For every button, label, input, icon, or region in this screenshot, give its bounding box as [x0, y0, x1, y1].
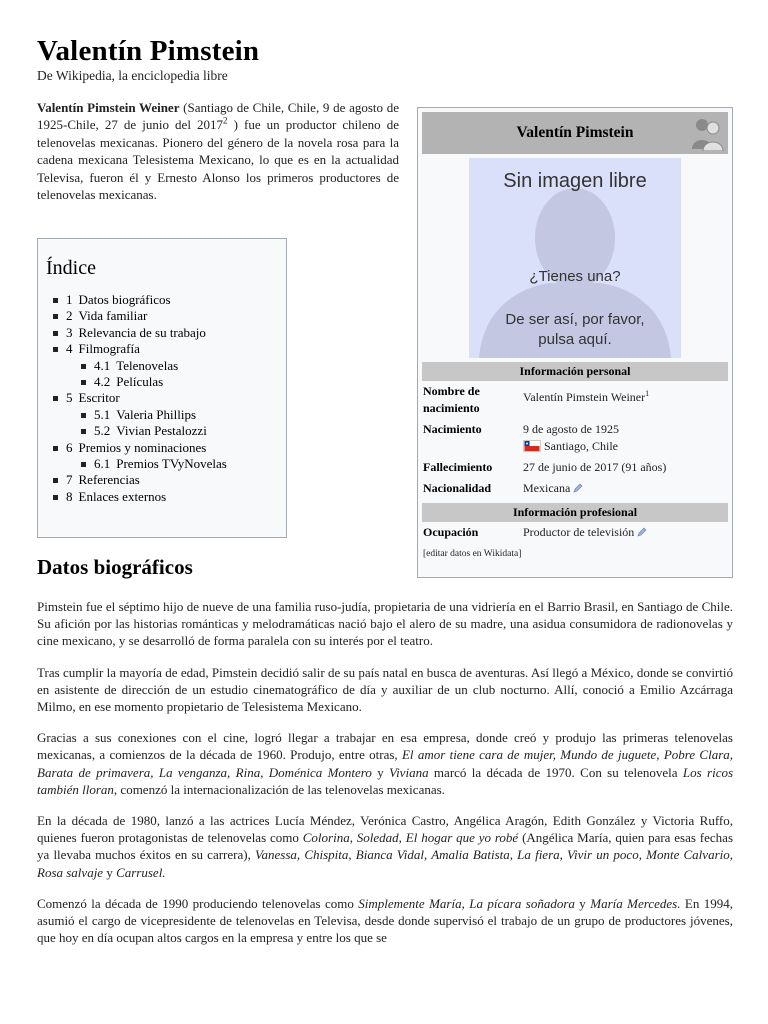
toc-item[interactable]: [94, 374, 278, 390]
toc-item[interactable]: [94, 456, 278, 472]
infobox-title: Valentín Pimstein: [516, 124, 634, 141]
birth-name-value: Valentín Pimstein Weiner: [523, 390, 646, 404]
text-run: Gracias a sus conexiones con el cine, logró llegar a trabajar en esa empresa, donde creó y produjo las primeras telenovelas mexicanas, a comienzos de la década de 1960. Produjo, entre otras,: [37, 730, 733, 763]
reference-link[interactable]: 2: [223, 116, 228, 127]
toc-number: 7: [66, 472, 73, 488]
toc-label: Telenovelas: [116, 357, 179, 373]
subject-name: Valentín Pimstein Weiner: [37, 100, 180, 115]
no-image-prompt: [469, 310, 681, 350]
toc-number: 2: [66, 308, 73, 324]
toc-number: 5: [66, 390, 73, 406]
birth-place-line: [523, 438, 728, 455]
infobox-header: [422, 112, 728, 154]
toc-number: 5.1: [94, 406, 111, 422]
toc-label: Escritor: [78, 390, 120, 406]
text-run: y: [574, 895, 591, 911]
text-run: marcó la década de 1970. Con su telenovela: [428, 764, 683, 780]
toc-list: [46, 292, 278, 505]
toc-item[interactable]: [66, 341, 278, 390]
toc-label: Enlaces externos: [78, 488, 167, 504]
toc-item[interactable]: [66, 292, 278, 308]
telenovela-title: María Mercedes.: [590, 895, 681, 911]
toc-sublist: [66, 358, 278, 391]
toc-item[interactable]: [94, 358, 278, 374]
occupation-value: Productor de televisión: [523, 525, 635, 539]
intro-text-b: ) fue un productor chileno de telenovelas mexicanas. Pionero del género de la novela rosa para la cadena mexicana Telesistema Mexicano, lo que es en la actualidad Televisa, fueron él y Ernesto Alonso los primeros productores de telenovelas mexicanas.: [37, 117, 399, 203]
paragraph-2: Tras cumplir la mayoría de edad, Pimstein decidió salir de su país natal en busca de aventuras. Así llegó a México, donde se convirtió en asistente de dirección de un estudio cinematográfico de día y auxiliar de un club nocturno. Allí, conoció a Emilio Azcárraga Milmo, en ese momento propietario de Telesistema Mexicano.: [37, 664, 733, 715]
toc-label: Datos biográficos: [78, 292, 171, 307]
toc-item[interactable]: [66, 489, 278, 505]
toc-number: 4.1: [94, 357, 111, 373]
toc-sublist: [66, 456, 278, 472]
toc-item[interactable]: [66, 308, 278, 324]
row-occupation: [422, 522, 728, 543]
no-image-line-2: pulsa aquí.: [538, 331, 612, 348]
toc-number: 3: [66, 324, 73, 340]
telenovela-titles: Vanessa, Chispita, Bianca Vidal, Amalia Batista, La fiera, Vivir un poco, Monte Calvario, Rosa salvaje: [37, 847, 733, 880]
toc-label: Filmografía: [78, 341, 140, 357]
section-professional-info: Información profesional: [422, 503, 728, 522]
edit-pencil-icon[interactable]: [637, 527, 647, 537]
toc-number: 4.2: [94, 374, 111, 390]
toc-number: 6: [66, 439, 73, 455]
infobox: [417, 107, 733, 578]
row-nationality: [422, 478, 728, 499]
people-icon: [690, 115, 724, 151]
death-label: Fallecimiento: [423, 460, 493, 474]
toc-label: Premios TVyNovelas: [116, 456, 227, 472]
birth-date: 9 de agosto de 1925: [523, 422, 619, 436]
birth-name-ref[interactable]: 1: [645, 389, 650, 398]
birth-label: Nacimiento: [423, 422, 482, 436]
text-run: y: [103, 864, 117, 880]
paragraph-5: [37, 895, 733, 947]
toc-label: Películas: [116, 374, 164, 390]
intro-paragraph: [37, 99, 399, 203]
telenovela-title: Carrusel.: [116, 864, 166, 880]
telenovela-titles: Simplemente María, La pícara soñadora: [358, 895, 575, 911]
no-image-question: ¿Tienes una?: [529, 268, 621, 285]
edit-wikidata-link[interactable]: [editar datos en Wikidata]: [423, 549, 522, 559]
article-body: [37, 598, 733, 960]
page-title: Valentín Pimstein: [37, 35, 260, 67]
paragraph-3: [37, 729, 733, 798]
table-of-contents: [37, 238, 287, 538]
page-subtitle: De Wikipedia, la enciclopedia libre: [37, 68, 228, 83]
birth-name-label: Nombre de nacimiento: [423, 384, 480, 415]
telenovela-title: Viviana: [389, 764, 429, 780]
paragraph-1: Pimstein fue el séptimo hijo de nueve de una familia ruso-judía, propietaria de una vidriería en el Barrio Brasil, en Santiago de Chile. Su afición por las historias románticas y melodramáticas nació bajo el alero de su madre, una asidua consumidora de radionovelas y cine mexicano, y se desarrolló de forma paralela con su interés por el teatro.: [37, 599, 733, 649]
section-personal-info: Información personal: [422, 362, 728, 381]
text-run: , comenzó la internacionalización de las telenovelas mexicanas.: [113, 781, 445, 797]
intro-text-a: (Santiago de Chile, Chile, 9 de agosto de 1925-Chile, 27 de junio del 2017: [37, 100, 399, 133]
toc-label: Valeria Phillips: [116, 406, 197, 422]
text-run: En la década de 1980, lanzó a las actrices Lucía Méndez, Verónica Castro, Angélica Aragón, Edith González y Victoria Ruffo, quienes fueron protagonistas de telenovelas como: [37, 813, 733, 846]
telenovela-title: Los ricos también lloran: [37, 764, 734, 797]
toc-number: 5.2: [94, 423, 111, 439]
toc-number: 1: [66, 292, 73, 307]
toc-item[interactable]: [66, 325, 278, 341]
telenovela-titles: Colorina, Soledad, El hogar que yo robé: [302, 830, 519, 846]
nationality-cell: [523, 478, 728, 499]
death-value: 27 de junio de 2017 (91 años): [523, 460, 667, 474]
toc-label: Premios y nominaciones: [78, 439, 207, 455]
toc-label: Referencias: [78, 472, 140, 488]
toc-item[interactable]: [94, 407, 278, 423]
toc-item[interactable]: [66, 440, 278, 473]
toc-item[interactable]: [66, 390, 278, 439]
toc-item[interactable]: [66, 472, 278, 488]
chile-flag-icon: [523, 440, 541, 452]
row-death: [422, 457, 728, 478]
birth-place-link[interactable]: Santiago, Chile: [544, 439, 618, 453]
occupation-label: Ocupación: [423, 525, 479, 539]
occupation-cell: [523, 522, 728, 543]
row-birth-name: [422, 381, 728, 419]
toc-label: Vida familiar: [78, 308, 148, 324]
toc-sublist: [66, 407, 278, 440]
telenovela-titles: El amor tiene cara de mujer, Mundo de juguete, Pobre Clara, Barata de primavera, La venganza, Rina, Doménica Montero: [37, 747, 733, 780]
text-run: En 1994, asumió el cargo de vicepresidente de telenovelas en Televisa, desde donde supervisó el trabajo de un grupo de productores jóvenes, que hoy en día ocupan altos cargos en la empresa y entre los que se: [37, 895, 733, 946]
toc-label: Relevancia de su trabajo: [78, 324, 206, 340]
toc-item[interactable]: [94, 423, 278, 439]
no-image-line-1: De ser así, por favor,: [505, 311, 645, 328]
text-run: Comenzó la década de 1990 produciendo telenovelas como: [37, 895, 359, 911]
row-birth: [422, 419, 728, 457]
toc-number: 8: [66, 488, 73, 504]
paragraph-4: [37, 812, 733, 881]
toc-number: 6.1: [94, 456, 111, 472]
toc-title: Índice: [46, 257, 96, 279]
nationality-value: Mexicana: [523, 481, 571, 495]
text-run: y: [371, 764, 390, 780]
toc-number: 4: [66, 341, 73, 357]
section-heading-biography: Datos biográficos: [37, 555, 193, 579]
no-image-placeholder[interactable]: [469, 158, 681, 358]
no-image-title: Sin imagen libre: [503, 170, 647, 192]
birth-cell: [523, 419, 728, 457]
text-run: (Angélica María, quien para esas fechas ya llevaba muchos éxitos en su carrera),: [37, 830, 734, 863]
nationality-label: Nacionalidad: [423, 481, 492, 495]
toc-label: Vivian Pestalozzi: [116, 423, 207, 439]
birth-name-cell: [523, 381, 728, 419]
edit-pencil-icon[interactable]: [573, 483, 583, 493]
